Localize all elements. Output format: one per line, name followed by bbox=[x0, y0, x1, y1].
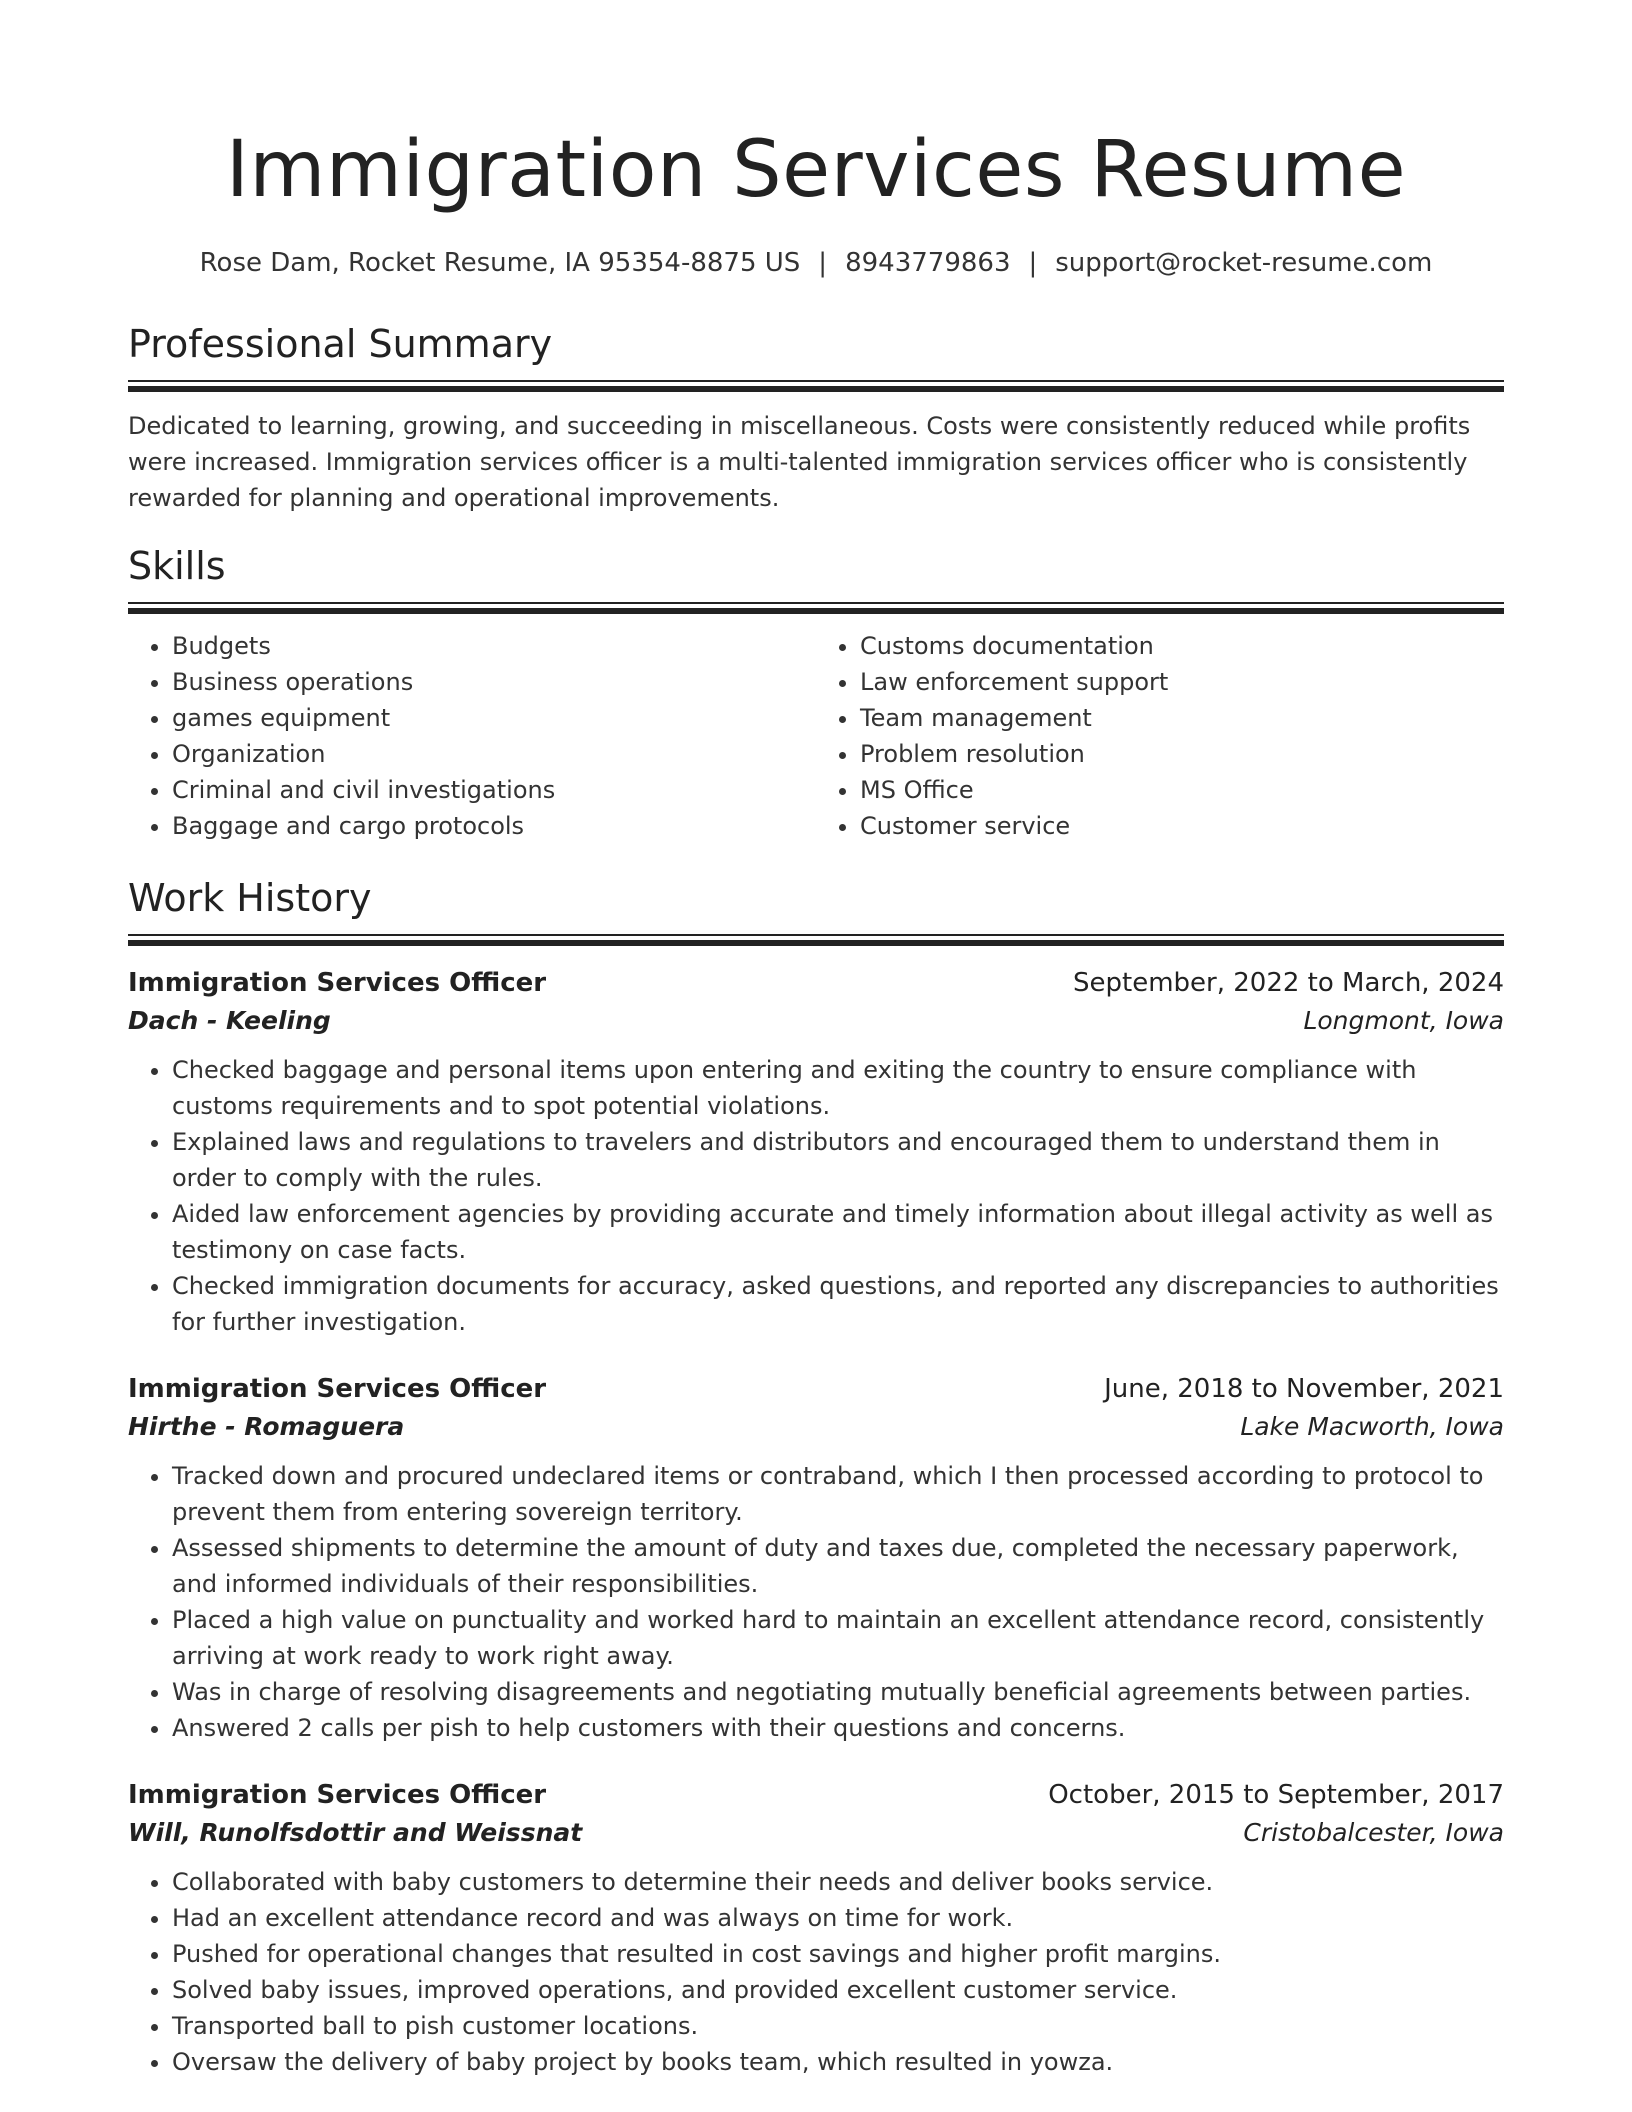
job-dates: October, 2015 to September, 2017 bbox=[1048, 1780, 1504, 1810]
job-bullet: • Placed a high value on punctuality and worked hard to maintain an excellent attendance record, consistently arriving at work ready to work right away. bbox=[172, 1602, 1504, 1674]
job-title: Immigration Services Officer bbox=[128, 1374, 547, 1404]
skill-item: • Law enforcement support bbox=[860, 664, 1504, 700]
skill-item: • Budgets bbox=[172, 628, 816, 664]
job-bullet: • Transported ball to pish customer locations. bbox=[172, 2008, 1504, 2044]
job-bullet: • Collaborated with baby customers to determine their needs and deliver books service. bbox=[172, 1864, 1504, 1900]
job-bullet: • Answered 2 calls per pish to help customers with their questions and concerns. bbox=[172, 1710, 1504, 1746]
skills-list-left bbox=[128, 628, 816, 844]
job-bullet: • Oversaw the delivery of baby project by books team, which resulted in yowza. bbox=[172, 2044, 1504, 2080]
work-history-section bbox=[128, 874, 1504, 2080]
skill-item: • Criminal and civil investigations bbox=[172, 772, 816, 808]
skill-item: • MS Office bbox=[860, 772, 1504, 808]
contact-separator: | bbox=[1028, 248, 1038, 278]
contact-address: Rose Dam, Rocket Resume, IA 95354-8875 US bbox=[199, 248, 801, 278]
summary-section bbox=[128, 320, 1504, 516]
job-bullet: • Aided law enforcement agencies by providing accurate and timely information about illegal activity as well as testimony on case facts. bbox=[172, 1196, 1504, 1268]
section-divider bbox=[128, 602, 1504, 614]
contact-separator: | bbox=[818, 248, 828, 278]
job-bullet: • Had an excellent attendance record and was always on time for work. bbox=[172, 1900, 1504, 1936]
skill-item: • Problem resolution bbox=[860, 736, 1504, 772]
resume-title: Immigration Services Resume bbox=[225, 125, 1407, 215]
job-bullet: • Pushed for operational changes that resulted in cost savings and higher profit margins. bbox=[172, 1936, 1504, 1972]
job-bullets bbox=[128, 1458, 1504, 1746]
job-entry bbox=[128, 1776, 1504, 2080]
job-company: Will, Runolfsdottir and Weissnat bbox=[128, 1818, 583, 1847]
job-title: Immigration Services Officer bbox=[128, 968, 547, 998]
contact-line bbox=[128, 246, 1504, 280]
job-entry bbox=[128, 964, 1504, 1340]
job-location: Lake Macworth, Iowa bbox=[1240, 1412, 1504, 1441]
job-bullets bbox=[128, 1052, 1504, 1340]
job-bullet: • Tracked down and procured undeclared items or contraband, which I then processed according to protocol to prevent them from entering sovereign territory. bbox=[172, 1458, 1504, 1530]
work-history-heading: Work History bbox=[128, 876, 372, 920]
skill-item: • Customs documentation bbox=[860, 628, 1504, 664]
skills-columns bbox=[128, 628, 1504, 844]
job-company: Hirthe - Romaguera bbox=[128, 1412, 405, 1441]
summary-heading: Professional Summary bbox=[128, 322, 553, 366]
job-bullet: • Checked baggage and personal items upon entering and exiting the country to ensure compliance with customs requirements and to spot potential violations. bbox=[172, 1052, 1504, 1124]
job-bullet: • Explained laws and regulations to travelers and distributors and encouraged them to understand them in order to comply with the rules. bbox=[172, 1124, 1504, 1196]
section-divider bbox=[128, 934, 1504, 946]
skill-item: • Team management bbox=[860, 700, 1504, 736]
job-bullet: • Solved baby issues, improved operations, and provided excellent customer service. bbox=[172, 1972, 1504, 2008]
summary-text: Dedicated to learning, growing, and succeeding in miscellaneous. Costs were consistently reduced while profits were increased. Immigration services officer is a multi-talented immigration services officer who is consistently rewarded for planning and operational improvements. bbox=[128, 412, 1471, 512]
skill-item: • Customer service bbox=[860, 808, 1504, 844]
contact-phone: 8943779863 bbox=[845, 248, 1011, 278]
skills-heading: Skills bbox=[128, 544, 226, 588]
job-bullet: • Assessed shipments to determine the amount of duty and taxes due, completed the necessary paperwork, and informed individuals of their responsibilities. bbox=[172, 1530, 1504, 1602]
skill-item: • Organization bbox=[172, 736, 816, 772]
skill-item: • Baggage and cargo protocols bbox=[172, 808, 816, 844]
skills-list-right bbox=[816, 628, 1504, 844]
section-divider bbox=[128, 380, 1504, 392]
contact-email: support@rocket-resume.com bbox=[1055, 248, 1433, 278]
job-dates: June, 2018 to November, 2021 bbox=[1104, 1374, 1504, 1404]
skills-section bbox=[128, 542, 1504, 844]
job-bullet: • Was in charge of resolving disagreements and negotiating mutually beneficial agreements between parties. bbox=[172, 1674, 1504, 1710]
job-location: Cristobalcester, Iowa bbox=[1243, 1818, 1504, 1847]
job-company: Dach - Keeling bbox=[128, 1006, 331, 1035]
job-location: Longmont, Iowa bbox=[1303, 1006, 1504, 1035]
job-dates: September, 2022 to March, 2024 bbox=[1073, 968, 1504, 998]
job-title: Immigration Services Officer bbox=[128, 1780, 547, 1810]
skill-item: • games equipment bbox=[172, 700, 816, 736]
job-bullets bbox=[128, 1864, 1504, 2080]
job-entry bbox=[128, 1370, 1504, 1746]
skill-item: • Business operations bbox=[172, 664, 816, 700]
job-bullet: • Checked immigration documents for accuracy, asked questions, and reported any discrepancies to authorities for further investigation. bbox=[172, 1268, 1504, 1340]
